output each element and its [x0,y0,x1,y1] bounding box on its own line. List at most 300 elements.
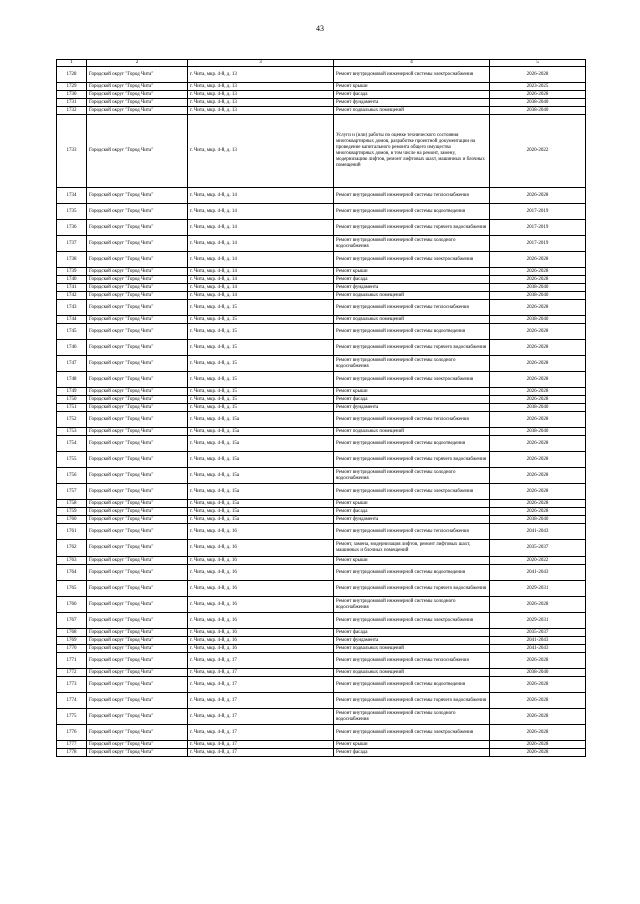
cell-municipality: Городской округ "Город Чита" [87,524,188,540]
header-cell-number: 1 [57,60,87,67]
cell-address: г. Чита, мкр. 4-й, д. 13 [188,115,334,188]
table-row [57,300,586,316]
table-row [57,540,586,557]
cell-number: 1770 [57,645,87,653]
cell-address: г. Чита, мкр. 4-й, д. 13 [188,107,334,115]
table-row [57,316,586,324]
cell-work-type: Ремонт фасада [334,749,490,757]
cell-period: 2026-2028 [490,500,586,508]
cell-municipality: Городской округ "Город Чита" [87,693,188,709]
table-row [57,372,586,388]
cell-municipality: Городской округ "Город Чита" [87,749,188,757]
cell-work-type: Ремонт внутридомовой инженерной системы теплоснабжения [334,653,490,669]
cell-period: 2026-2028 [490,372,586,388]
cell-municipality: Городской округ "Город Чита" [87,107,188,115]
cell-period: 2035-2037 [490,629,586,637]
cell-period: 2038-2040 [490,284,586,292]
table-row [57,91,586,99]
cell-period: 2026-2028 [490,653,586,669]
cell-municipality: Городской округ "Город Чита" [87,188,188,204]
cell-number: 1736 [57,220,87,236]
table-row [57,468,586,484]
table-row [57,452,586,468]
table-row [57,204,586,220]
cell-municipality: Городской округ "Город Чита" [87,581,188,597]
cell-number: 1743 [57,300,87,316]
table-row [57,749,586,757]
table-row [57,324,586,340]
cell-period: 2026-2028 [490,412,586,428]
cell-address: г. Чита, мкр. 4-й, д. 15а [188,500,334,508]
cell-address: г. Чита, мкр. 4-й, д. 14 [188,220,334,236]
cell-period: 2026-2028 [490,709,586,725]
cell-period: 2038-2040 [490,316,586,324]
cell-period: 2026-2028 [490,324,586,340]
cell-work-type: Ремонт внутридомовой инженерной системы электроснабжения [334,484,490,500]
cell-period: 2026-2028 [490,468,586,484]
cell-number: 1762 [57,540,87,557]
cell-work-type: Ремонт внутридомовой инженерной системы электроснабжения [334,613,490,629]
cell-period: 2038-2040 [490,516,586,524]
table-row [57,268,586,276]
cell-period: 2035-2037 [490,540,586,557]
cell-period: 2026-2028 [490,484,586,500]
cell-work-type: Ремонт подвальных помещений [334,645,490,653]
cell-period: 2026-2028 [490,276,586,284]
cell-work-type: Ремонт внутридомовой инженерной системы теплоснабжения [334,412,490,428]
cell-period: 2026-2028 [490,677,586,693]
cell-address: г. Чита, мкр. 4-й, д. 17 [188,709,334,725]
cell-municipality: Городской округ "Город Чита" [87,388,188,396]
cell-address: г. Чита, мкр. 4-й, д. 15а [188,428,334,436]
table-row [57,613,586,629]
table-row [57,637,586,645]
cell-address: г. Чита, мкр. 4-й, д. 17 [188,741,334,749]
cell-address: г. Чита, мкр. 4-й, д. 15 [188,356,334,372]
cell-period: 2026-2028 [490,356,586,372]
table-row [57,524,586,540]
cell-work-type: Ремонт внутридомовой инженерной системы электроснабжения [334,372,490,388]
cell-work-type: Ремонт фундамента [334,99,490,107]
cell-period: 2026-2028 [490,252,586,268]
table-row [57,115,586,188]
cell-municipality: Городской округ "Город Чита" [87,436,188,452]
cell-municipality: Городской округ "Город Чита" [87,500,188,508]
cell-work-type: Ремонт внутридомовой инженерной системы электроснабжения [334,252,490,268]
cell-work-type: Ремонт внутридомовой инженерной системы теплоснабжения [334,300,490,316]
cell-period: 2026-2028 [490,91,586,99]
cell-period: 2026-2028 [490,693,586,709]
cell-work-type: Услуги и (или) работы по оценке технического состояния многоквартирных домов, разработке проектной документации на проведение капитального ремонта общего имущества многоквартирных домов, в том числе на ремонт, замену, модернизацию лифтов, ремонт лифтовых шахт, машинных и блочных помещений [334,115,490,188]
table-row [57,67,586,83]
cell-number: 1771 [57,653,87,669]
header-row [57,60,586,67]
table-row [57,484,586,500]
cell-address: г. Чита, мкр. 4-й, д. 17 [188,693,334,709]
cell-address: г. Чита, мкр. 4-й, д. 14 [188,236,334,252]
cell-number: 1729 [57,83,87,91]
cell-number: 1730 [57,91,87,99]
cell-address: г. Чита, мкр. 4-й, д. 17 [188,725,334,741]
cell-address: г. Чита, мкр. 4-й, д. 15а [188,452,334,468]
cell-number: 1738 [57,252,87,268]
cell-period: 2020-2022 [490,557,586,565]
cell-number: 1733 [57,115,87,188]
cell-number: 1772 [57,669,87,677]
cell-address: г. Чита, мкр. 4-й, д. 15а [188,484,334,500]
cell-municipality: Городской округ "Город Чита" [87,91,188,99]
cell-municipality: Городской округ "Город Чита" [87,115,188,188]
table-row [57,516,586,524]
cell-number: 1754 [57,436,87,452]
cell-work-type: Ремонт фасада [334,276,490,284]
cell-number: 1749 [57,388,87,396]
cell-address: г. Чита, мкр. 4-й, д. 16 [188,581,334,597]
cell-address: г. Чита, мкр. 4-й, д. 15 [188,396,334,404]
cell-number: 1775 [57,709,87,725]
cell-number: 1737 [57,236,87,252]
table-row [57,188,586,204]
table-row [57,284,586,292]
cell-municipality: Городской округ "Город Чита" [87,236,188,252]
cell-municipality: Городской округ "Город Чита" [87,268,188,276]
cell-work-type: Ремонт внутридомовой инженерной системы электроснабжения [334,725,490,741]
cell-number: 1751 [57,404,87,412]
table-row [57,388,586,396]
cell-number: 1767 [57,613,87,629]
cell-municipality: Городской округ "Город Чита" [87,540,188,557]
cell-address: г. Чита, мкр. 4-й, д. 14 [188,204,334,220]
cell-period: 2041-2043 [490,524,586,540]
cell-address: г. Чита, мкр. 4-й, д. 16 [188,613,334,629]
cell-work-type: Ремонт крыши [334,741,490,749]
table-row [57,356,586,372]
cell-work-type: Ремонт внутридомовой инженерной системы холодного водоснабжения [334,709,490,725]
cell-period: 2038-2040 [490,292,586,300]
cell-period: 2026-2028 [490,67,586,83]
cell-period: 2026-2028 [490,725,586,741]
cell-period: 2026-2028 [490,340,586,356]
cell-number: 1778 [57,749,87,757]
cell-number: 1763 [57,557,87,565]
cell-work-type: Ремонт подвальных помещений [334,316,490,324]
cell-municipality: Городской округ "Город Чита" [87,67,188,83]
table-row [57,252,586,268]
header-cell-work-type: 4 [334,60,490,67]
cell-municipality: Городской округ "Город Чита" [87,324,188,340]
cell-work-type: Ремонт внутридомовой инженерной системы электроснабжения [334,67,490,83]
cell-municipality: Городской округ "Город Чита" [87,252,188,268]
table-row [57,629,586,637]
cell-number: 1757 [57,484,87,500]
cell-work-type: Ремонт фундамента [334,516,490,524]
cell-address: г. Чита, мкр. 4-й, д. 16 [188,540,334,557]
cell-address: г. Чита, мкр. 4-й, д. 17 [188,669,334,677]
cell-number: 1759 [57,508,87,516]
cell-address: г. Чита, мкр. 4-й, д. 15 [188,340,334,356]
cell-municipality: Городской округ "Город Чита" [87,613,188,629]
cell-work-type: Ремонт фасада [334,629,490,637]
cell-number: 1750 [57,396,87,404]
cell-municipality: Городской округ "Город Чита" [87,452,188,468]
header-cell-period: 5 [490,60,586,67]
table-row [57,428,586,436]
table-row [57,669,586,677]
cell-municipality: Городской округ "Город Чита" [87,83,188,91]
table-row [57,404,586,412]
cell-address: г. Чита, мкр. 4-й, д. 13 [188,91,334,99]
cell-number: 1761 [57,524,87,540]
cell-work-type: Ремонт подвальных помещений [334,107,490,115]
cell-address: г. Чита, мкр. 4-й, д. 16 [188,597,334,613]
cell-address: г. Чита, мкр. 4-й, д. 14 [188,276,334,284]
cell-work-type: Ремонт внутридомовой инженерной системы холодного водоснабжения [334,597,490,613]
cell-period: 2026-2028 [490,436,586,452]
cell-period: 2041-2043 [490,565,586,581]
cell-work-type: Ремонт, замена, модернизация лифтов, ремонт лифтовых шахт, машинных и блочных помещений [334,540,490,557]
cell-address: г. Чита, мкр. 4-й, д. 15а [188,516,334,524]
cell-work-type: Ремонт внутридомовой инженерной системы теплоснабжения [334,524,490,540]
table-body [57,60,586,757]
cell-address: г. Чита, мкр. 4-й, д. 16 [188,629,334,637]
cell-number: 1744 [57,316,87,324]
cell-work-type: Ремонт фасада [334,508,490,516]
cell-municipality: Городской округ "Город Чита" [87,557,188,565]
cell-period: 2026-2028 [490,388,586,396]
table-row [57,220,586,236]
cell-number: 1742 [57,292,87,300]
cell-municipality: Городской округ "Город Чита" [87,645,188,653]
cell-municipality: Городской округ "Город Чита" [87,99,188,107]
cell-number: 1747 [57,356,87,372]
cell-work-type: Ремонт внутридомовой инженерной системы теплоснабжения [334,188,490,204]
cell-work-type: Ремонт внутридомовой инженерной системы холодного водоснабжения [334,356,490,372]
cell-period: 2041-2043 [490,637,586,645]
table-row [57,725,586,741]
cell-work-type: Ремонт внутридомовой инженерной системы горячего водоснабжения [334,452,490,468]
cell-period: 2023-2025 [490,83,586,91]
cell-municipality: Городской округ "Город Чита" [87,284,188,292]
cell-address: г. Чита, мкр. 4-й, д. 15 [188,388,334,396]
cell-work-type: Ремонт внутридомовой инженерной системы горячего водоснабжения [334,340,490,356]
cell-municipality: Городской округ "Город Чита" [87,468,188,484]
table-row [57,653,586,669]
cell-municipality: Городской округ "Город Чита" [87,565,188,581]
cell-period: 2017-2019 [490,220,586,236]
table-row [57,107,586,115]
cell-number: 1746 [57,340,87,356]
cell-work-type: Ремонт внутридомовой инженерной системы водоотведения [334,436,490,452]
cell-number: 1748 [57,372,87,388]
cell-municipality: Городской округ "Город Чита" [87,653,188,669]
cell-period: 2017-2019 [490,236,586,252]
page-number: 43 [316,24,324,33]
table-row [57,709,586,725]
cell-period: 2038-2040 [490,99,586,107]
cell-work-type: Ремонт подвальных помещений [334,669,490,677]
table-row [57,436,586,452]
cell-address: г. Чита, мкр. 4-й, д. 13 [188,67,334,83]
cell-number: 1755 [57,452,87,468]
cell-period: 2029-2031 [490,613,586,629]
cell-period: 2038-2040 [490,428,586,436]
cell-work-type: Ремонт внутридомовой инженерной системы горячего водоснабжения [334,220,490,236]
cell-municipality: Городской округ "Город Чита" [87,396,188,404]
table-row [57,741,586,749]
table-row [57,99,586,107]
cell-address: г. Чита, мкр. 4-й, д. 16 [188,524,334,540]
header-cell-address: 3 [188,60,334,67]
table-row [57,340,586,356]
cell-number: 1773 [57,677,87,693]
cell-number: 1731 [57,99,87,107]
cell-period: 2026-2028 [490,508,586,516]
cell-work-type: Ремонт крыши [334,557,490,565]
cell-address: г. Чита, мкр. 4-й, д. 15 [188,372,334,388]
cell-period: 2029-2031 [490,581,586,597]
cell-work-type: Ремонт фундамента [334,637,490,645]
cell-address: г. Чита, мкр. 4-й, д. 15 [188,404,334,412]
header-cell-municipality: 2 [87,60,188,67]
cell-number: 1764 [57,565,87,581]
cell-work-type: Ремонт внутридомовой инженерной системы водоотведения [334,677,490,693]
cell-municipality: Городской округ "Город Чита" [87,725,188,741]
cell-address: г. Чита, мкр. 4-й, д. 15а [188,468,334,484]
cell-period: 2017-2019 [490,204,586,220]
cell-number: 1740 [57,276,87,284]
cell-period: 2026-2028 [490,396,586,404]
cell-period: 2020-2022 [490,115,586,188]
table-row [57,597,586,613]
cell-period: 2038-2040 [490,404,586,412]
table-row [57,565,586,581]
cell-address: г. Чита, мкр. 4-й, д. 14 [188,284,334,292]
cell-municipality: Городской округ "Город Чита" [87,484,188,500]
cell-address: г. Чита, мкр. 4-й, д. 16 [188,637,334,645]
cell-number: 1741 [57,284,87,292]
cell-address: г. Чита, мкр. 4-й, д. 15а [188,412,334,428]
cell-work-type: Ремонт внутридомовой инженерной системы водоотведения [334,565,490,581]
cell-number: 1774 [57,693,87,709]
cell-number: 1769 [57,637,87,645]
cell-municipality: Городской округ "Город Чита" [87,516,188,524]
cell-number: 1732 [57,107,87,115]
cell-number: 1765 [57,581,87,597]
cell-municipality: Городской округ "Город Чита" [87,404,188,412]
cell-period: 2026-2028 [490,300,586,316]
cell-municipality: Городской округ "Город Чита" [87,356,188,372]
cell-address: г. Чита, мкр. 4-й, д. 14 [188,268,334,276]
cell-period: 2026-2028 [490,749,586,757]
cell-number: 1776 [57,725,87,741]
cell-address: г. Чита, мкр. 4-й, д. 16 [188,557,334,565]
cell-period: 2026-2028 [490,188,586,204]
table-row [57,508,586,516]
table-row [57,557,586,565]
cell-work-type: Ремонт внутридомовой инженерной системы холодного водоснабжения [334,468,490,484]
cell-number: 1758 [57,500,87,508]
cell-address: г. Чита, мкр. 4-й, д. 15 [188,316,334,324]
cell-address: г. Чита, мкр. 4-й, д. 16 [188,645,334,653]
cell-number: 1756 [57,468,87,484]
cell-number: 1735 [57,204,87,220]
cell-municipality: Городской округ "Город Чита" [87,741,188,749]
cell-number: 1734 [57,188,87,204]
cell-municipality: Городской округ "Город Чита" [87,677,188,693]
cell-period: 2026-2028 [490,452,586,468]
cell-address: г. Чита, мкр. 4-й, д. 13 [188,99,334,107]
cell-work-type: Ремонт фундамента [334,284,490,292]
cell-work-type: Ремонт крыши [334,388,490,396]
cell-work-type: Ремонт внутридомовой инженерной системы водоотведения [334,204,490,220]
table-row [57,396,586,404]
cell-municipality: Городской округ "Город Чита" [87,300,188,316]
cell-address: г. Чита, мкр. 4-й, д. 14 [188,252,334,268]
cell-address: г. Чита, мкр. 4-й, д. 15 [188,300,334,316]
cell-number: 1777 [57,741,87,749]
cell-municipality: Городской округ "Город Чита" [87,340,188,356]
cell-municipality: Городской округ "Город Чита" [87,316,188,324]
table-row [57,500,586,508]
table-row [57,292,586,300]
table-row [57,83,586,91]
cell-municipality: Городской округ "Город Чита" [87,204,188,220]
cell-number: 1752 [57,412,87,428]
cell-municipality: Городской округ "Город Чита" [87,412,188,428]
cell-number: 1768 [57,629,87,637]
cell-period: 2038-2040 [490,669,586,677]
cell-period: 2026-2028 [490,597,586,613]
cell-address: г. Чита, мкр. 4-й, д. 17 [188,749,334,757]
cell-number: 1745 [57,324,87,340]
cell-work-type: Ремонт крыши [334,83,490,91]
cell-municipality: Городской округ "Город Чита" [87,276,188,284]
cell-work-type: Ремонт фундамента [334,404,490,412]
cell-municipality: Городской округ "Город Чита" [87,669,188,677]
cell-work-type: Ремонт фасада [334,91,490,99]
table-row [57,693,586,709]
cell-number: 1753 [57,428,87,436]
table-row [57,677,586,693]
cell-municipality: Городской округ "Город Чита" [87,709,188,725]
cell-address: г. Чита, мкр. 4-й, д. 15 [188,324,334,340]
table-row [57,581,586,597]
cell-work-type: Ремонт подвальных помещений [334,292,490,300]
cell-address: г. Чита, мкр. 4-й, д. 14 [188,188,334,204]
cell-work-type: Ремонт внутридомовой инженерной системы водоотведения [334,324,490,340]
cell-period: 2041-2043 [490,645,586,653]
cell-municipality: Городской округ "Город Чита" [87,220,188,236]
table-row [57,412,586,428]
cell-work-type: Ремонт крыши [334,268,490,276]
cell-work-type: Ремонт крыши [334,500,490,508]
cell-work-type: Ремонт внутридомовой инженерной системы горячего водоснабжения [334,693,490,709]
cell-address: г. Чита, мкр. 4-й, д. 14 [188,292,334,300]
cell-number: 1728 [57,67,87,83]
cell-municipality: Городской округ "Город Чита" [87,597,188,613]
cell-period: 2038-2040 [490,107,586,115]
cell-work-type: Ремонт подвальных помещений [334,428,490,436]
cell-municipality: Городской округ "Город Чита" [87,508,188,516]
cell-period: 2026-2028 [490,268,586,276]
cell-address: г. Чита, мкр. 4-й, д. 17 [188,677,334,693]
table-row [57,645,586,653]
cell-number: 1766 [57,597,87,613]
cell-municipality: Городской округ "Город Чита" [87,428,188,436]
cell-address: г. Чита, мкр. 4-й, д. 17 [188,653,334,669]
cell-municipality: Городской округ "Город Чита" [87,637,188,645]
cell-number: 1739 [57,268,87,276]
